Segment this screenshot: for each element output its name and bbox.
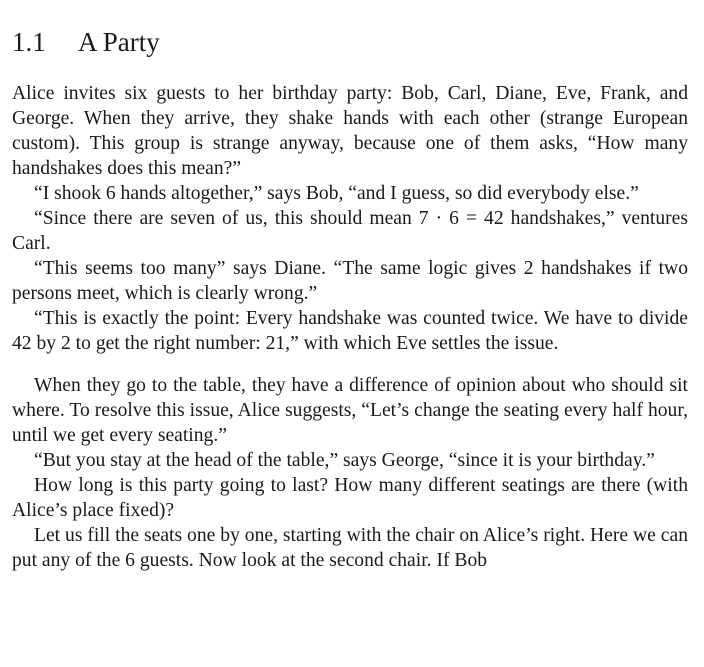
- paragraph: How long is this party going to last? How many different seatings are there (with Alice’s place fixed)?: [12, 475, 688, 521]
- paragraph: When they go to the table, they have a difference of opinion about who should sit where. To resolve this issue, Alice suggests, “Let’s change the seating every half hour, until we get every seating.”: [12, 375, 688, 446]
- paragraph: “This is exactly the point: Every handshake was counted twice. We have to divide 42 by 2 to get the right number: 21,” with which Eve settles the issue.: [12, 308, 688, 354]
- section-body: [12, 81, 688, 573]
- paragraph-gap: [12, 356, 688, 373]
- paragraph: Let us fill the seats one by one, starting with the chair on Alice’s right. Here we can put any of the 6 guests. Now look at the second chair. If Bob: [12, 525, 688, 571]
- paragraph: “This seems too many” says Diane. “The same logic gives 2 handshakes if two persons meet, which is clearly wrong.”: [12, 258, 688, 304]
- section-number: 1.1: [12, 27, 46, 57]
- paragraph: “But you stay at the head of the table,” says George, “since it is your birthday.”: [34, 450, 655, 471]
- section-title: A Party: [78, 27, 160, 57]
- book-page: [12, 0, 688, 573]
- paragraph: “Since there are seven of us, this should mean 7 · 6 = 42 handshakes,” ventures Carl.: [12, 208, 688, 254]
- section-heading: [12, 0, 688, 66]
- paragraph: Alice invites six guests to her birthday party: Bob, Carl, Diane, Eve, Frank, and George. When they arrive, they shake hands with each other (strange European custom). This group is strange anyway, because one of them asks, “How many handshakes does this mean?”: [12, 83, 688, 179]
- paragraph: “I shook 6 hands altogether,” says Bob, “and I guess, so did everybody else.”: [34, 183, 639, 204]
